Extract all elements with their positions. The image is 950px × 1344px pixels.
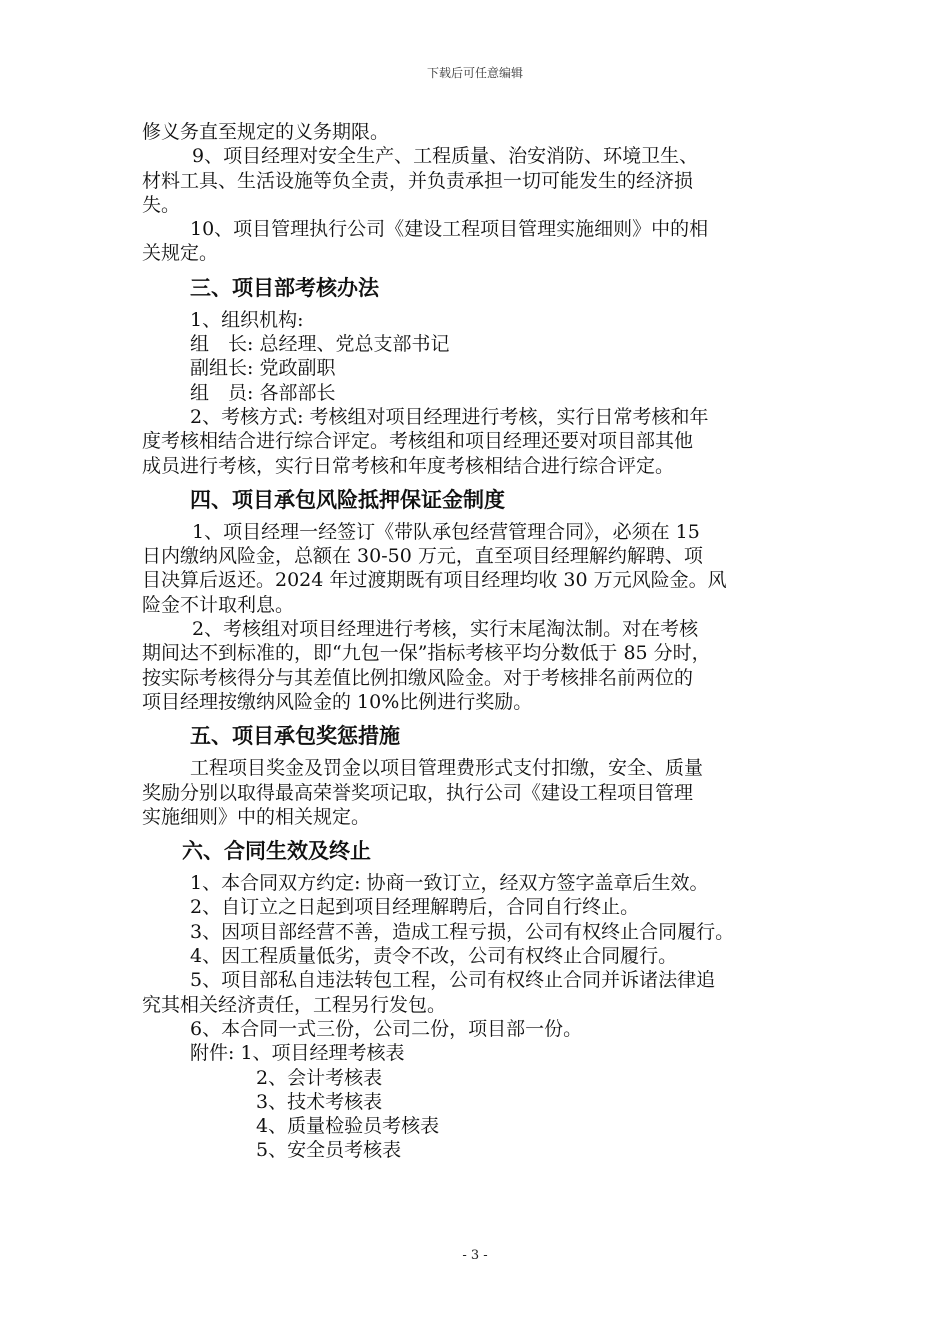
text-line: 按实际考核得分与其差值比例扣缴风险金。对于考核排名前两位的 xyxy=(142,666,694,689)
text-line: 奖励分别以取得最高荣誉奖项记取，执行公司《建设工程项目管理 xyxy=(142,781,694,804)
text-line: 2、考核方式: 考核组对项目经理进行考核，实行日常考核和年 xyxy=(190,405,709,428)
text-line: 组 长: 总经理、党总支部书记 xyxy=(190,333,450,356)
page-header-note: 下载后可任意编辑 xyxy=(426,66,523,80)
section-heading-3: 三、项目部考核办法 xyxy=(190,275,379,300)
text-line: 度考核相结合进行综合评定。考核组和项目经理还要对项目部其他 xyxy=(142,430,694,453)
text-line: 1、项目经理一经签订《带队承包经营管理合同》，必须在 15 xyxy=(192,520,700,543)
text-line: 3、因项目部经营不善，造成工程亏损，公司有权终止合同履行。 xyxy=(190,920,735,943)
section-heading-5: 五、项目承包奖惩措施 xyxy=(190,724,400,749)
text-line: 1、组织机构: xyxy=(190,308,304,331)
text-line: 1、本合同双方约定: 协商一致订立，经双方签字盖章后生效。 xyxy=(190,872,709,895)
text-line: 6、本合同一式三份，公司二份，项目部一份。 xyxy=(190,1017,583,1040)
text-line: 9、项目经理对安全生产、工程质量、治安消防、环境卫生、 xyxy=(192,145,699,168)
attachment-item: 5、安全员考核表 xyxy=(256,1139,402,1162)
attachment-item: 4、质量检验员考核表 xyxy=(256,1115,440,1138)
text-line: 日内缴纳风险金，总额在 30-50 万元，直至项目经理解约解聘、项 xyxy=(142,545,703,568)
attachments-label: 附件: 1、项目经理考核表 xyxy=(190,1042,405,1065)
text-line: 实施细则》中的相关规定。 xyxy=(142,805,371,828)
text-line: 副组长: 党政副职 xyxy=(190,357,336,380)
text-line: 失。 xyxy=(142,193,181,216)
text-line: 10、项目管理执行公司《建设工程项目管理实施细则》中的相 xyxy=(190,218,709,241)
text-line: 成员进行考核，实行日常考核和年度考核相结合进行综合评定。 xyxy=(142,454,675,477)
section-heading-6: 六、合同生效及终止 xyxy=(182,839,371,864)
text-line: 期间达不到标准的，即“九包一保”指标考核平均分数低于 85 分时， xyxy=(142,642,711,665)
text-line: 险金不计取利息。 xyxy=(142,593,295,616)
page-number: - 3 - xyxy=(462,1248,488,1263)
text-line: 2、自订立之日起到项目经理解聘后，合同自行终止。 xyxy=(190,896,640,919)
text-line: 修义务直至规定的义务期限。 xyxy=(142,121,390,143)
text-line: 2、考核组对项目经理进行考核，实行末尾淘汰制。对在考核 xyxy=(192,618,699,641)
text-line: 4、因工程质量低劣，责令不改，公司有权终止合同履行。 xyxy=(190,945,678,968)
document-body xyxy=(142,120,822,1163)
text-line: 目决算后返还。2024 年过渡期既有项目经理均收 30 万元风险金。风 xyxy=(142,569,727,592)
attachment-item: 3、技术考核表 xyxy=(256,1090,383,1113)
text-line: 组 员: 各部部长 xyxy=(190,381,336,404)
text-line: 关规定。 xyxy=(142,242,219,265)
text-line: 工程项目奖金及罚金以项目管理费形式支付扣缴，安全、质量 xyxy=(190,757,704,780)
attachment-item: 2、会计考核表 xyxy=(256,1066,383,1089)
text-line: 究其相关经济责任，工程另行发包。 xyxy=(142,993,447,1016)
section-heading-4: 四、项目承包风险抵押保证金制度 xyxy=(190,487,505,512)
text-line: 材料工具、生活设施等负全责，并负责承担一切可能发生的经济损 xyxy=(142,169,694,192)
text-line: 项目经理按缴纳风险金的 10%比例进行奖励。 xyxy=(142,690,533,713)
text-line: 5、项目部私自违法转包工程，公司有权终止合同并诉诸法律追 xyxy=(190,969,716,992)
